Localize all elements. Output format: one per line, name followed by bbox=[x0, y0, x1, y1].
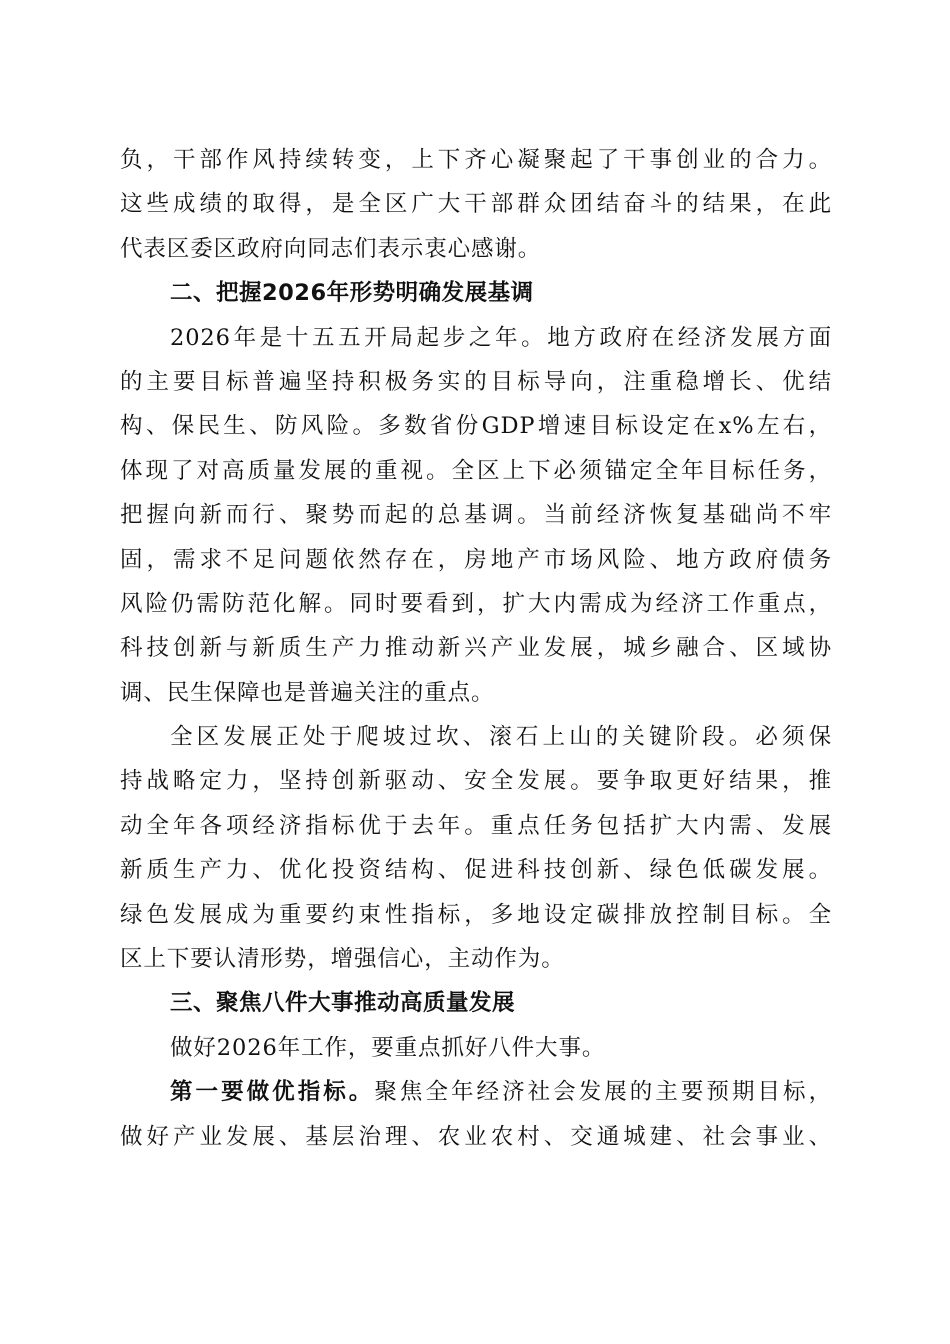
text-line: 绿色发展成为重要约束性指标，多地设定碳排放控制目标。全 bbox=[120, 901, 832, 928]
section2-paragraph-1 bbox=[120, 316, 832, 716]
text-line bbox=[120, 1070, 832, 1114]
section3-item-1 bbox=[120, 1070, 832, 1159]
text-line: 动全年各项经济指标优于去年。重点任务包括扩大内需、发展 bbox=[120, 812, 832, 839]
document-body bbox=[120, 138, 832, 1159]
section-heading-2: 二、把握2026年形势明确发展基调 bbox=[170, 280, 534, 307]
item-text: 聚焦全年经济社会发展的主要预期目标， bbox=[374, 1079, 832, 1106]
paragraph-continuation bbox=[120, 138, 832, 271]
text-line: 区上下要认清形势，增强信心，主动作为。 bbox=[120, 946, 565, 973]
text-line: 把握向新而行、聚势而起的总基调。当前经济恢复基础尚不牢 bbox=[120, 502, 832, 529]
text-line: 调、民生保障也是普遍关注的重点。 bbox=[120, 679, 495, 706]
text-line: 这些成绩的取得，是全区广大干部群众团结奋斗的结果，在此 bbox=[120, 191, 832, 218]
text-line: 全区发展正处于爬坡过坎、滚石上山的关键阶段。必须保 bbox=[170, 724, 832, 751]
text-line: 2026年是十五五开局起步之年。地方政府在经济发展方面 bbox=[170, 324, 832, 351]
text-line: 持战略定力，坚持创新驱动、安全发展。要争取更好结果，推 bbox=[120, 768, 832, 795]
section-heading-3: 三、聚焦八件大事推动高质量发展 bbox=[170, 990, 516, 1017]
text-line: 代表区委区政府向同志们表示衷心感谢。 bbox=[120, 235, 542, 262]
text-line: 构、保民生、防风险。多数省份GDP增速目标设定在x%左右， bbox=[120, 413, 832, 440]
text-line: 做好产业发展、基层治理、农业农村、交通城建、社会事业、 bbox=[120, 1123, 832, 1150]
section3-intro: 做好2026年工作，要重点抓好八件大事。 bbox=[170, 1034, 606, 1061]
section2-paragraph-2 bbox=[120, 715, 832, 981]
text-line: 新质生产力、优化投资结构、促进科技创新、绿色低碳发展。 bbox=[120, 857, 832, 884]
text-line: 负，干部作风持续转变，上下齐心凝聚起了干事创业的合力。 bbox=[120, 147, 832, 173]
text-line: 体现了对高质量发展的重视。全区上下必须锚定全年目标任务， bbox=[120, 457, 832, 484]
text-line: 固，需求不足问题依然存在，房地产市场风险、地方政府债务 bbox=[120, 546, 832, 573]
text-line: 的主要目标普遍坚持积极务实的目标导向，注重稳增长、优结 bbox=[120, 368, 832, 395]
text-line: 科技创新与新质生产力推动新兴产业发展，城乡融合、区域协 bbox=[120, 635, 832, 662]
item-lead: 第一要做优指标。 bbox=[170, 1079, 375, 1106]
text-line: 风险仍需防范化解。同时要看到，扩大内需成为经济工作重点， bbox=[120, 590, 832, 617]
